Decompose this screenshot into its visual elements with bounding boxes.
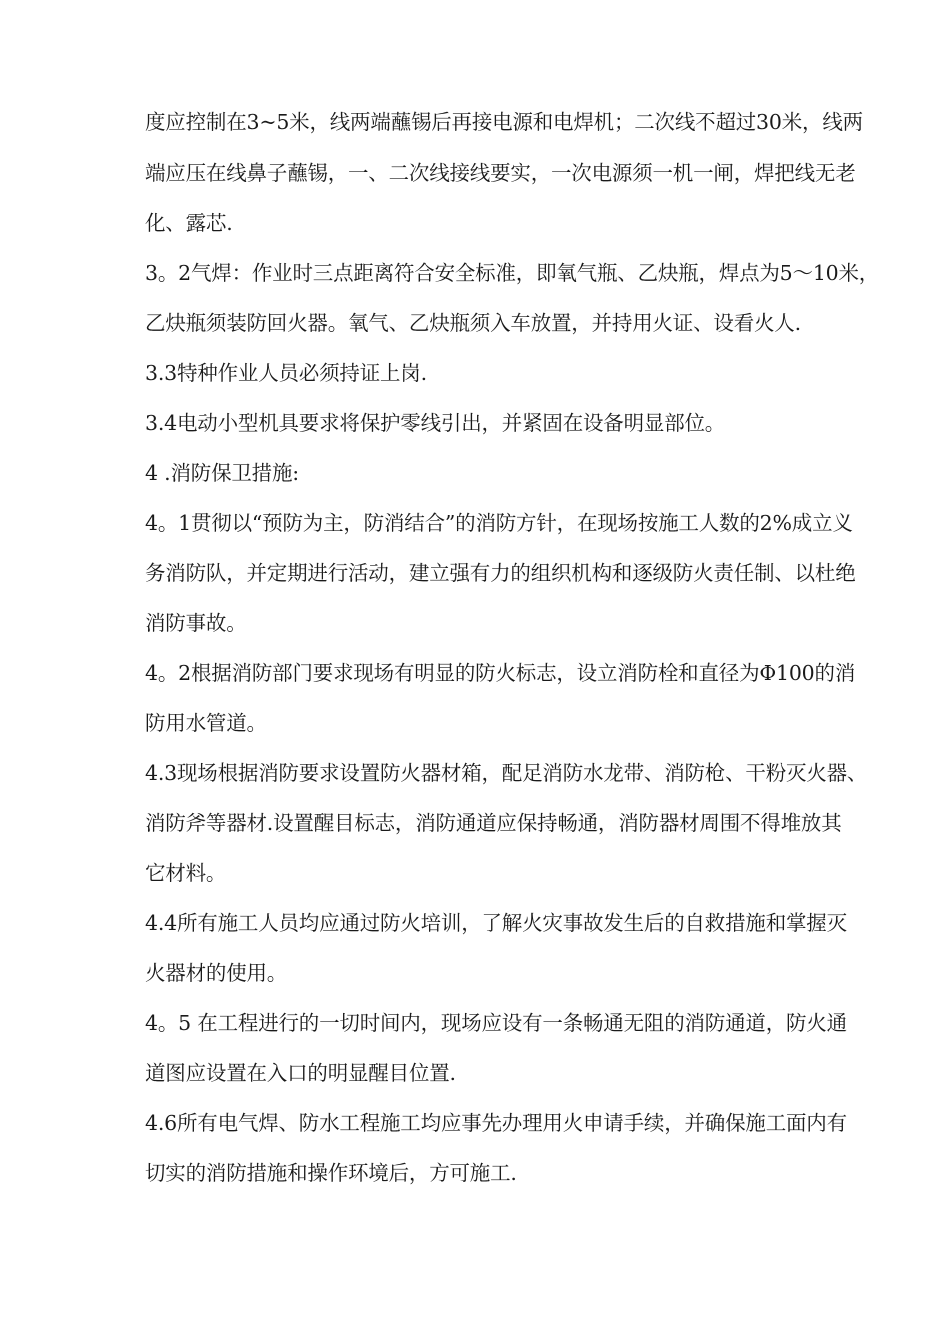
text-line: 务消防队，并定期进行活动，建立强有力的组织机构和逐级防火责任制、以杜绝 <box>145 561 856 585</box>
text-line: 火器材的使用。 <box>145 961 288 985</box>
section-heading: 4 .消防保卫措施: <box>145 461 299 485</box>
text-line: 切实的消防措施和操作环境后，方可施工. <box>145 1161 517 1185</box>
text-line: 道图应设置在入口的明显醒目位置. <box>145 1061 456 1085</box>
text-line: 消防斧等器材.设置醒目标志，消防通道应保持畅通，消防器材周围不得堆放其 <box>145 811 842 835</box>
text-line: 防用水管道。 <box>145 711 267 735</box>
text-line: 乙炔瓶须装防回火器。氧气、乙炔瓶须入车放置，并持用火证、设看火人. <box>145 311 801 335</box>
text-line: 4.4所有施工人员均应通过防火培训，了解火灾事故发生后的自救措施和掌握灭 <box>145 911 847 935</box>
text-line: 4。2根据消防部门要求现场有明显的防火标志，设立消防栓和直径为Φ100的消 <box>145 661 856 685</box>
text-line: 3。2气焊：作业时三点距离符合安全标准，即氧气瓶、乙炔瓶，焊点为5～10米， <box>145 261 880 285</box>
text-line: 4。1贯彻以“预防为主，防消结合”的消防方针，在现场按施工人数的2%成立义 <box>145 511 853 535</box>
text-line: 度应控制在3~5米，线两端蘸锡后再接电源和电焊机；二次线不超过30米，线两 <box>145 110 863 134</box>
text-line: 4.3现场根据消防要求设置防火器材箱，配足消防水龙带、消防枪、干粉灭火器、 <box>145 761 868 785</box>
text-line: 化、露芯. <box>145 211 233 235</box>
text-line: 它材料。 <box>145 861 227 885</box>
text-line: 端应压在线鼻子蘸锡，一、二次线接线要实，一次电源须一机一闸，焊把线无老 <box>145 161 856 185</box>
text-line: 4。5 在工程进行的一切时间内，现场应设有一条畅通无阻的消防通道，防火通 <box>145 1011 847 1035</box>
text-line: 消防事故。 <box>145 611 247 635</box>
text-line: 3.4电动小型机具要求将保护零线引出，并紧固在设备明显部位。 <box>145 411 726 435</box>
text-line: 4.6所有电气焊、防水工程施工均应事先办理用火申请手续，并确保施工面内有 <box>145 1111 847 1135</box>
text-line: 3.3特种作业人员必须持证上岗. <box>145 361 427 385</box>
